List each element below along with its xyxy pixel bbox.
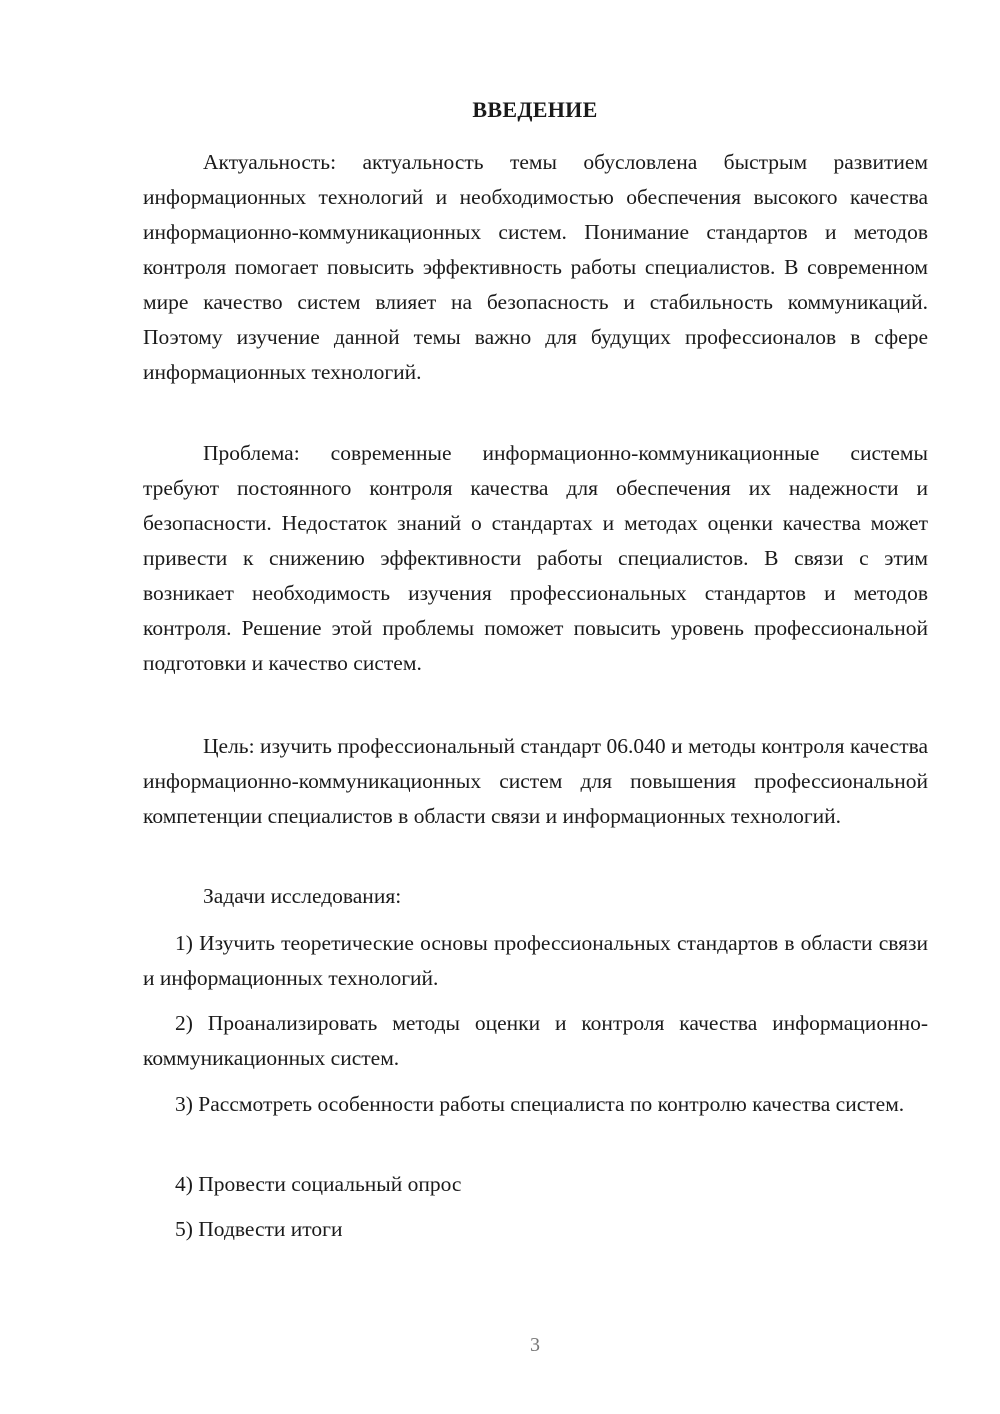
paragraph-goal: Цель: изучить профессиональный стандарт 06.040 и методы контроля качества информационно-коммуникационных систем для повышения профессиональной компетенции специалистов в области связи и информационных технологий. <box>143 734 928 828</box>
paragraph-problem: Проблема: современные информационно-коммуникационные системы требуют постоянного контроля качества для обеспечения их надежности и безопасности. Недостаток знаний о стандартах и методах оценки качества может привести к снижению эффективности работы специалистов. В связи с этим возникает необходимость изучения профессиональных стандартов и методов контроля. Решение этой проблемы поможет повысить уровень профессиональной подготовки и качество систем. <box>143 441 928 675</box>
paragraph-tasks-intro: Задачи исследования: <box>203 884 402 908</box>
task-item-4: 4) Провести социальный опрос <box>175 1172 462 1196</box>
section-heading: ВВЕДЕНИЕ <box>472 97 598 122</box>
paragraph-relevance: Актуальность: актуальность темы обусловлена быстрым развитием информационных технологий и необходимостью обеспечения высокого качества информационно-коммуникационных систем. Понимание стандартов и методов контроля помогает повысить эффективность работы специалистов. В современном мире качество систем влияет на безопасность и стабильность коммуникаций. Поэтому изучение данной темы важно для будущих профессионалов в сфере информационных технологий. <box>143 150 928 384</box>
task-item-5: 5) Подвести итоги <box>175 1217 343 1241</box>
task-item-3: 3) Рассмотреть особенности работы специалиста по контролю качества систем. <box>175 1092 905 1116</box>
task-item-1: 1) Изучить теоретические основы профессиональных стандартов в области связи и информационных технологий. <box>143 931 928 990</box>
page-number: 3 <box>530 1334 540 1356</box>
task-item-2: 2) Проанализировать методы оценки и контроля качества информационно-коммуникационных систем. <box>143 1011 928 1070</box>
